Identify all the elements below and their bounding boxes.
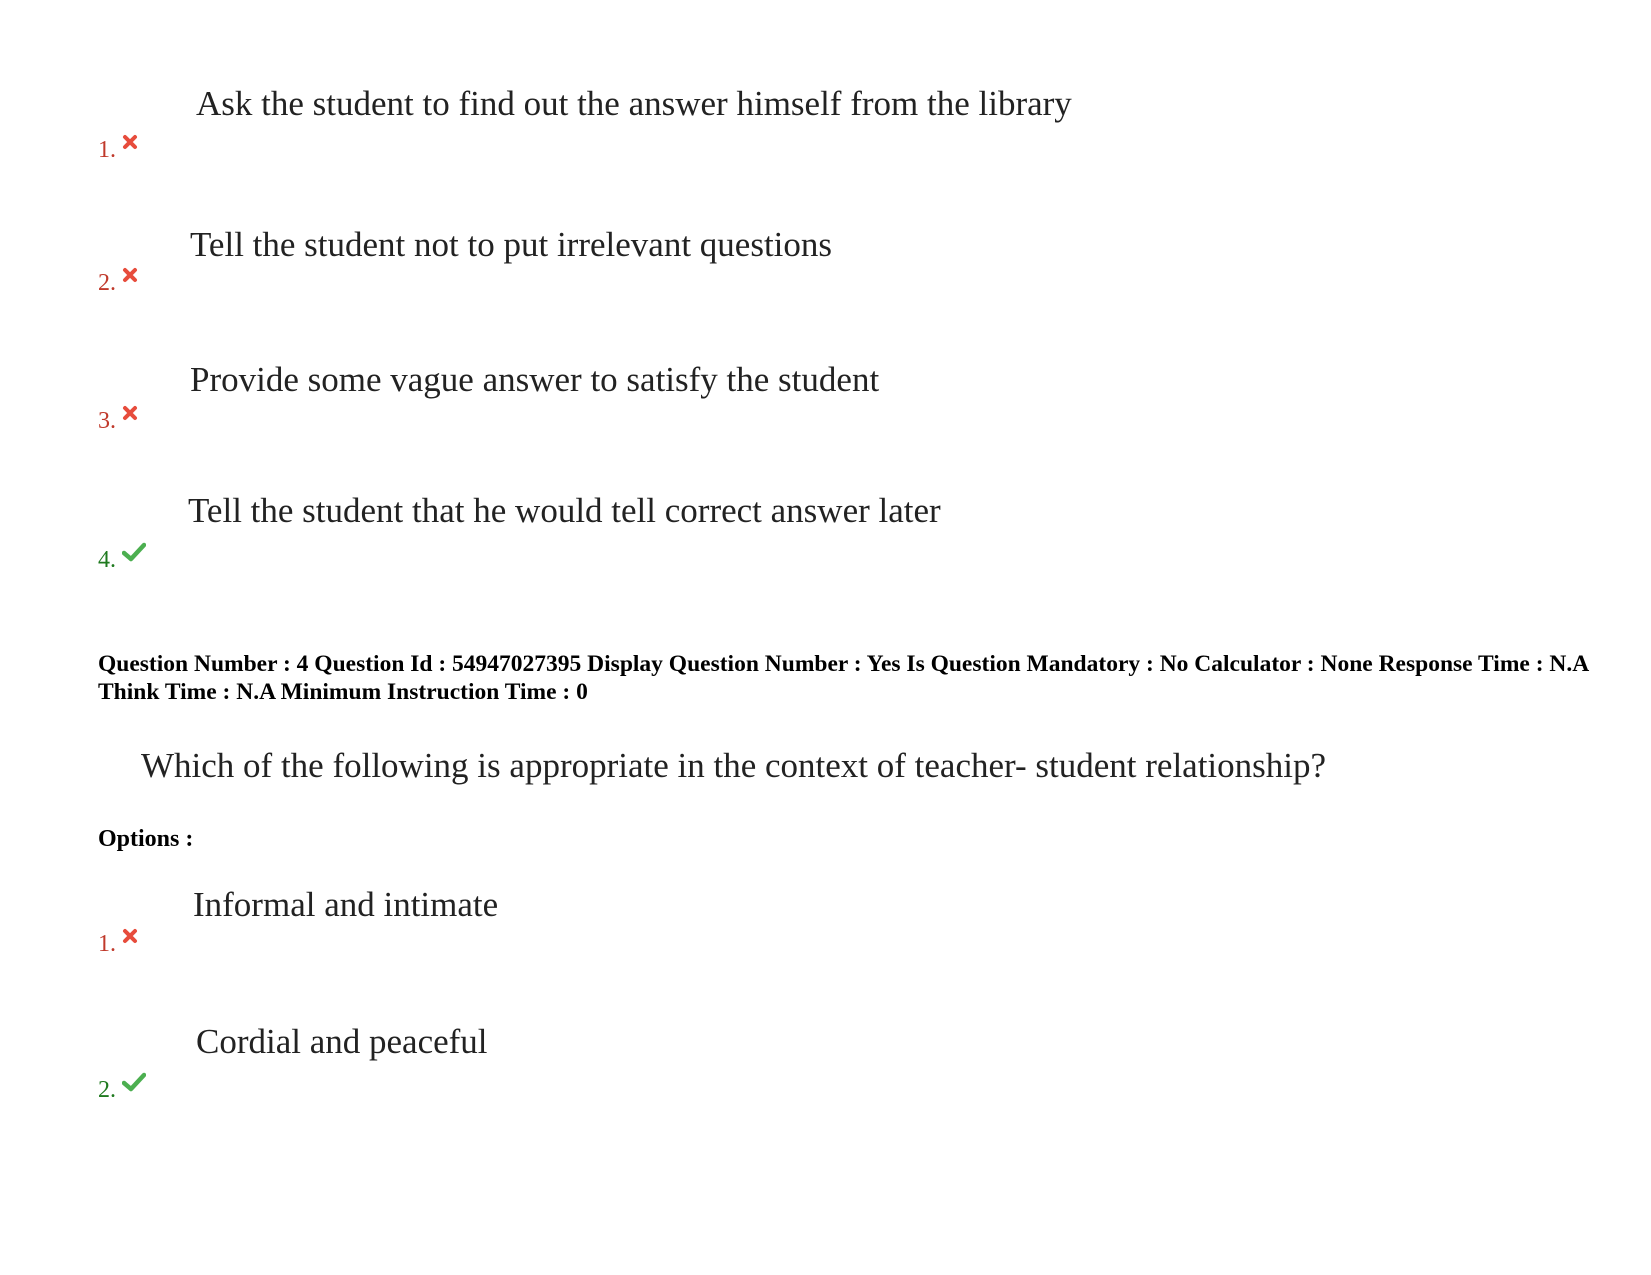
cross-icon xyxy=(122,134,138,150)
option-number: 4. xyxy=(98,547,116,573)
option-number: 2. xyxy=(98,1077,116,1103)
option-text: Ask the student to find out the answer himself from the library xyxy=(196,84,1072,123)
option-marker-wrong xyxy=(98,932,138,956)
question-meta: Question Number : 4 Question Id : 54947027395 Display Question Number : Yes Is Question Mandatory : No Calculator : None Response Time : N.A Think Time : N.A Minimum Instruction Time : 0 xyxy=(98,651,1588,705)
option-text: Tell the student that he would tell correct answer later xyxy=(188,491,941,530)
cross-icon xyxy=(122,928,138,944)
question-text: Which of the following is appropriate in the context of teacher- student relationship? xyxy=(141,746,1327,785)
cross-icon xyxy=(122,267,138,283)
check-icon xyxy=(122,1072,146,1092)
option-text: Provide some vague answer to satisfy the student xyxy=(190,360,880,399)
option-number: 1. xyxy=(98,137,116,163)
check-icon xyxy=(122,542,146,562)
option-marker-wrong xyxy=(98,409,138,433)
cross-icon xyxy=(122,405,138,421)
option-number: 1. xyxy=(98,931,116,957)
option-number: 2. xyxy=(98,270,116,296)
option-text: Cordial and peaceful xyxy=(196,1022,488,1061)
option-marker-correct xyxy=(98,548,146,572)
option-text: Informal and intimate xyxy=(193,885,499,924)
option-marker-wrong xyxy=(98,271,138,295)
option-marker-wrong xyxy=(98,138,138,162)
option-marker-correct xyxy=(98,1078,146,1102)
option-number: 3. xyxy=(98,408,116,434)
options-label: Options : xyxy=(98,826,194,852)
option-text: Tell the student not to put irrelevant questions xyxy=(190,225,833,264)
